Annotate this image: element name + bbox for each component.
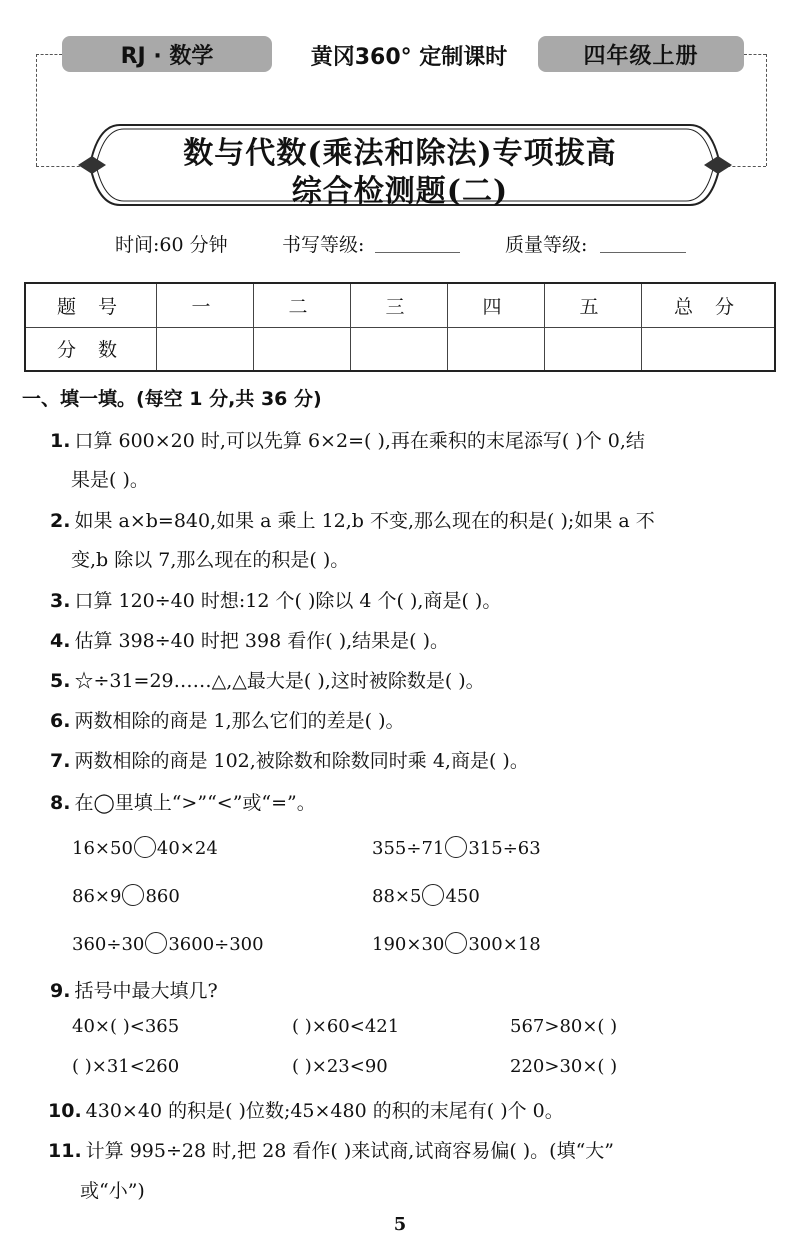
score-row-label: 分 数 <box>25 327 157 371</box>
fill-max-item[interactable]: ( )×31<260 <box>72 1056 180 1077</box>
subject-label: RJ · 数学 <box>62 36 272 72</box>
question-3 <box>50 586 501 613</box>
compare-item <box>72 836 218 859</box>
question-1-continued: 果是( )。 <box>71 469 149 491</box>
fill-max-item[interactable]: 220>30×( ) <box>510 1056 618 1077</box>
question-9 <box>50 976 218 1003</box>
compare-item <box>72 932 264 955</box>
question-5 <box>50 666 485 693</box>
compare-item <box>372 836 541 859</box>
question-number: 3. <box>50 590 71 612</box>
quality-grade-label: 质量等级: <box>505 234 588 256</box>
compare-right: 450 <box>445 886 480 907</box>
score-cell[interactable] <box>254 327 351 371</box>
compare-left: 360÷30 <box>72 934 145 955</box>
question-text: 口算 120÷40 时想:12 个( )除以 4 个( ),商是( )。 <box>74 590 502 612</box>
question-number: 10. <box>48 1100 82 1122</box>
question-number: 4. <box>50 630 71 652</box>
score-cell[interactable] <box>642 327 776 371</box>
question-4 <box>50 626 449 653</box>
table-header-cell: 二 <box>254 283 351 327</box>
question-text: 口算 600×20 时,可以先算 6×2=( ),再在乘积的末尾添写( )个 0,结 <box>74 430 645 452</box>
compare-right: 315÷63 <box>468 838 541 859</box>
dashed-frame-right-top <box>744 54 766 55</box>
compare-item <box>372 884 480 907</box>
question-text: 计算 995÷28 时,把 28 看作( )来试商,试商容易偏( )。(填“大” <box>85 1140 615 1162</box>
title-line-2: 综合检测题(二) <box>291 174 509 209</box>
writing-grade-label: 书写等级: <box>282 234 365 256</box>
table-header-cell: 三 <box>351 283 448 327</box>
question-text: 估算 398÷40 时把 398 看作( ),结果是( )。 <box>74 630 450 652</box>
fill-max-item[interactable]: ( )×23<90 <box>292 1056 388 1077</box>
dashed-frame-left-top <box>36 54 62 55</box>
score-cell[interactable] <box>351 327 448 371</box>
table-header-cell: 五 <box>545 283 642 327</box>
compare-left: 355÷71 <box>372 838 445 859</box>
table-row <box>25 327 775 371</box>
compare-item <box>372 932 541 955</box>
question-number: 5. <box>50 670 71 692</box>
score-table <box>24 282 776 372</box>
question-number: 2. <box>50 510 71 532</box>
compare-right: 860 <box>145 886 180 907</box>
question-10 <box>48 1096 564 1123</box>
score-cell[interactable] <box>448 327 545 371</box>
question-6 <box>50 706 405 733</box>
writing-grade-blank[interactable] <box>375 252 460 253</box>
compare-circle[interactable] <box>445 932 467 954</box>
grade-label: 四年级上册 <box>538 36 744 72</box>
question-number: 7. <box>50 750 71 772</box>
question-1 <box>50 426 645 453</box>
question-text: 在◯里填上“>”“<”或“=”。 <box>74 792 316 814</box>
time-limit: 时间:60 分钟 <box>115 234 228 256</box>
question-text: ☆÷31=29……△,△最大是( ),这时被除数是( )。 <box>74 670 485 692</box>
question-text: 两数相除的商是 1,那么它们的差是( )。 <box>74 710 405 732</box>
question-text: 如果 a×b=840,如果 a 乘上 12,b 不变,那么现在的积是( );如果 a 不 <box>74 510 655 532</box>
compare-left: 16×50 <box>72 838 133 859</box>
score-cell[interactable] <box>545 327 642 371</box>
compare-circle[interactable] <box>134 836 156 858</box>
question-11-continued: 或“小”) <box>80 1180 145 1202</box>
compare-item <box>72 884 180 907</box>
question-number: 1. <box>50 430 71 452</box>
score-cell[interactable] <box>157 327 254 371</box>
compare-right: 3600÷300 <box>168 934 264 955</box>
question-2 <box>50 506 655 533</box>
compare-circle[interactable] <box>122 884 144 906</box>
question-text: 两数相除的商是 102,被除数和除数同时乘 4,商是( )。 <box>74 750 529 772</box>
question-number: 11. <box>48 1140 82 1162</box>
question-text: 430×40 的积是( )位数;45×480 的积的末尾有( )个 0。 <box>85 1100 564 1122</box>
compare-left: 88×5 <box>372 886 422 907</box>
brand-title: 黄冈360° 定制课时 <box>310 45 508 70</box>
question-number: 9. <box>50 980 71 1002</box>
title-line-1: 数与代数(乘法和除法)专项拔高 <box>183 136 617 171</box>
compare-circle[interactable] <box>445 836 467 858</box>
table-header-cell: 题 号 <box>25 283 157 327</box>
compare-circle[interactable] <box>145 932 167 954</box>
compare-left: 190×30 <box>372 934 445 955</box>
table-header-cell: 一 <box>157 283 254 327</box>
table-header-cell: 总 分 <box>642 283 776 327</box>
question-number: 8. <box>50 792 71 814</box>
fill-max-item[interactable]: 40×( )<365 <box>72 1016 180 1037</box>
question-8 <box>50 788 316 815</box>
question-text: 括号中最大填几? <box>74 980 218 1002</box>
fill-max-item[interactable]: ( )×60<421 <box>292 1016 400 1037</box>
question-11 <box>48 1136 614 1163</box>
quality-grade-blank[interactable] <box>600 252 686 253</box>
compare-right: 40×24 <box>156 838 218 859</box>
page-number: 5 <box>393 1214 407 1235</box>
compare-left: 86×9 <box>72 886 122 907</box>
question-number: 6. <box>50 710 71 732</box>
table-row <box>25 283 775 327</box>
question-2-continued: 变,b 除以 7,那么现在的积是( )。 <box>71 549 350 571</box>
section-heading: 一、填一填。(每空 1 分,共 36 分) <box>22 388 322 410</box>
fill-max-item[interactable]: 567>80×( ) <box>510 1016 618 1037</box>
question-7 <box>50 746 529 773</box>
compare-right: 300×18 <box>468 934 541 955</box>
compare-circle[interactable] <box>422 884 444 906</box>
table-header-cell: 四 <box>448 283 545 327</box>
